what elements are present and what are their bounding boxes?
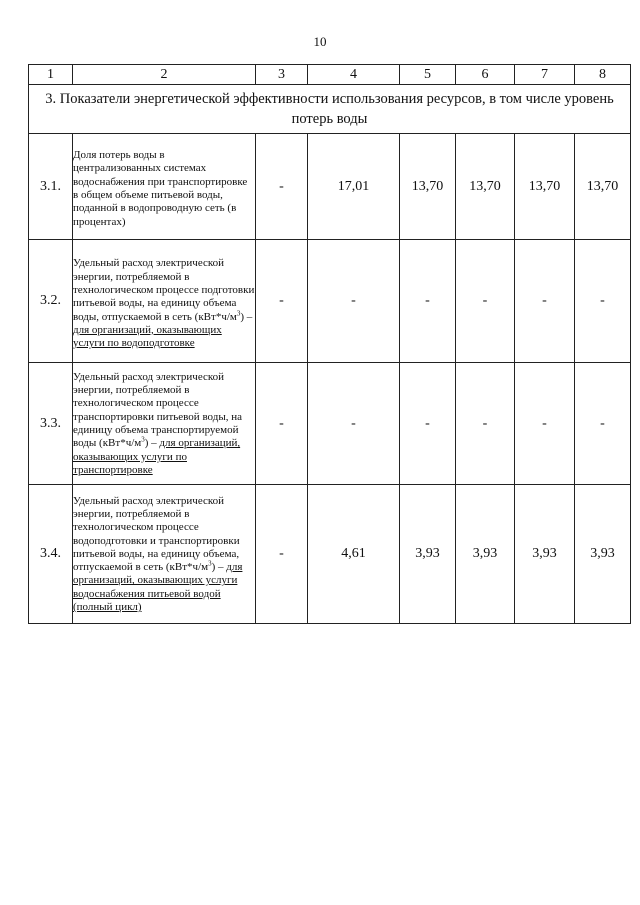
row-value-col6: 3,93 xyxy=(456,485,515,624)
header-col-6: 6 xyxy=(456,65,515,85)
row-value-col8: 13,70 xyxy=(575,134,631,240)
row-value-col8: - xyxy=(575,363,631,485)
row-value-col3: - xyxy=(256,134,308,240)
row-value-col7: 13,70 xyxy=(515,134,575,240)
row-value-col4: - xyxy=(308,240,400,363)
header-col-4: 4 xyxy=(308,65,400,85)
header-col-1: 1 xyxy=(29,65,73,85)
row-description-underlined: для организаций, оказывающих услуги по водоподготовке xyxy=(73,323,222,350)
row-description xyxy=(73,240,256,363)
row-value-col3: - xyxy=(256,363,308,485)
row-value-col5: - xyxy=(400,363,456,485)
row-value-col8: - xyxy=(575,240,631,363)
row-description-dash: ) – xyxy=(211,561,227,574)
table-row xyxy=(29,240,631,363)
row-value-col6: - xyxy=(456,240,515,363)
table-row xyxy=(29,485,631,624)
header-col-5: 5 xyxy=(400,65,456,85)
row-description-text: Удельный расход электрической энергии, потребляемой в технологическом процессе водоподготовки и транспортировки питьевой воды, на единицу объема, отпускаемой в сеть (кВт*ч/м xyxy=(73,494,240,574)
header-col-2: 2 xyxy=(73,65,256,85)
superscript: 3 xyxy=(236,308,241,317)
row-value-col4: 17,01 xyxy=(308,134,400,240)
page-number: 10 xyxy=(313,34,327,49)
row-description xyxy=(73,363,256,485)
row-description xyxy=(73,485,256,624)
row-value-col4: - xyxy=(308,363,400,485)
row-value-col8: 3,93 xyxy=(575,485,631,624)
header-row xyxy=(29,65,631,85)
row-value-col3: - xyxy=(256,485,308,624)
row-value-col7: - xyxy=(515,363,575,485)
header-col-3: 3 xyxy=(256,65,308,85)
row-number: 3.3. xyxy=(29,363,73,485)
section-title: 3. Показатели энергетической эффективности использования ресурсов, в том числе уровень потерь воды xyxy=(29,85,631,134)
row-description-underlined: для организаций, оказывающих услуги по транспортировке xyxy=(73,437,241,476)
section-row xyxy=(29,85,631,134)
row-value-col5: 13,70 xyxy=(400,134,456,240)
row-value-col3: - xyxy=(256,240,308,363)
row-number: 3.2. xyxy=(29,240,73,363)
row-description: Доля потерь воды в централизованных системах водоснабжения при транспортировке в общем объеме питьевой воды, поданной в водопроводную сеть (в процентах) xyxy=(73,134,256,240)
row-description-dash: ) – xyxy=(240,310,253,323)
header-col-7: 7 xyxy=(515,65,575,85)
superscript: 3 xyxy=(141,435,145,444)
header-col-8: 8 xyxy=(575,65,631,85)
row-description-dash: ) – xyxy=(144,437,160,450)
row-description-text: Удельный расход электрической энергии, потребляемой в технологическом процессе транспортировки питьевой воды, на единицу объема транспортируемой воды (кВт*ч/м xyxy=(73,370,242,450)
indicators-table xyxy=(28,64,631,624)
row-value-col7: - xyxy=(515,240,575,363)
row-value-col6: - xyxy=(456,363,515,485)
row-value-col5: 3,93 xyxy=(400,485,456,624)
row-description-underlined: для организаций, оказывающих услуги водоснабжения питьевой водой (полный цикл) xyxy=(73,561,243,614)
row-value-col5: - xyxy=(400,240,456,363)
row-description-text: Удельный расход электрической энергии, потребляемой в технологическом процессе подготовки питьевой воды, на единицу объема воды, отпускаемой в сеть (кВт*ч/м xyxy=(73,257,255,323)
row-value-col7: 3,93 xyxy=(515,485,575,624)
superscript: 3 xyxy=(208,559,212,568)
row-number: 3.1. xyxy=(29,134,73,240)
row-value-col6: 13,70 xyxy=(456,134,515,240)
row-value-col4: 4,61 xyxy=(308,485,400,624)
table-row xyxy=(29,363,631,485)
row-number: 3.4. xyxy=(29,485,73,624)
table-row xyxy=(29,134,631,240)
